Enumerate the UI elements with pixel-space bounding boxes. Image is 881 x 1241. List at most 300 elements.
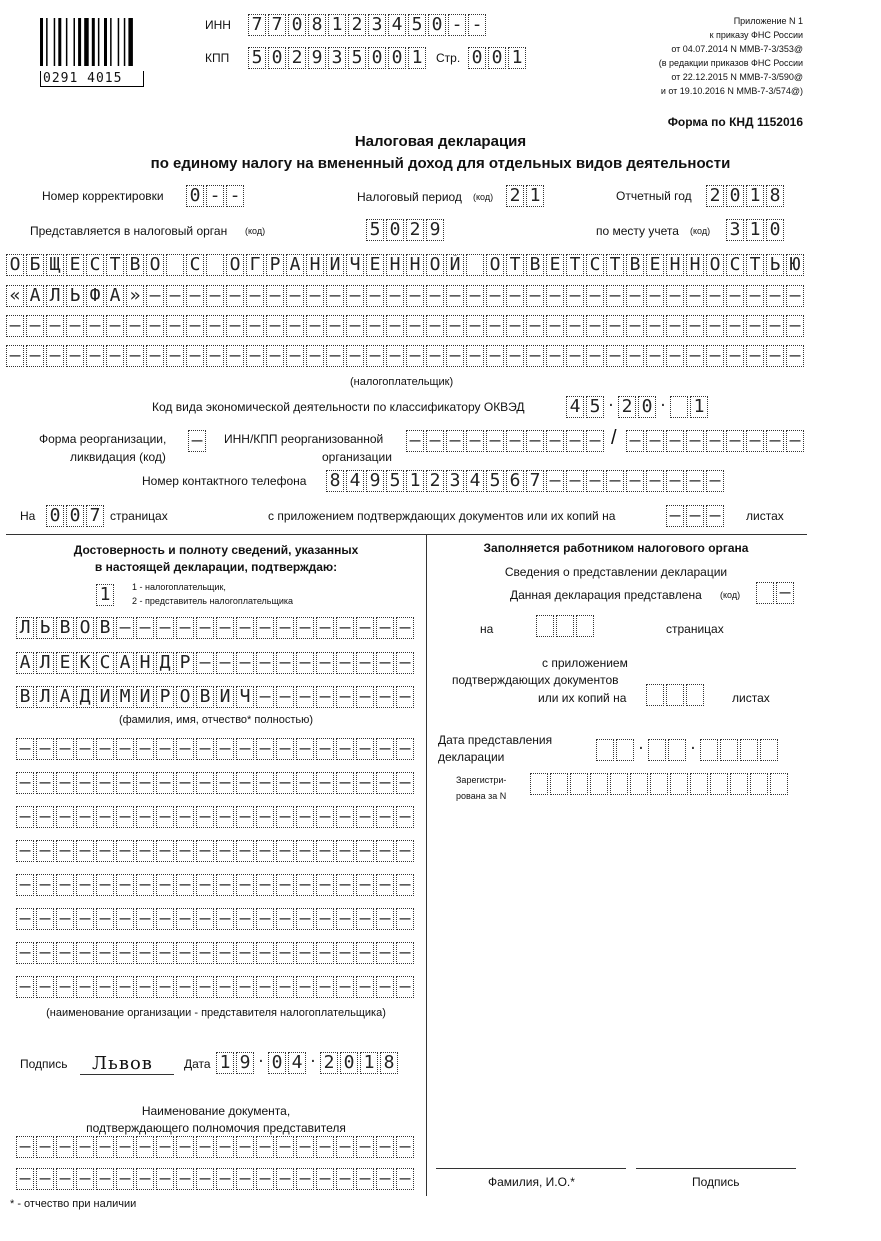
appendix-line: Приложение N 1 <box>733 16 803 26</box>
cell <box>668 739 686 761</box>
cell: – <box>156 908 174 930</box>
doc-label-1: Наименование документа, <box>141 1104 291 1118</box>
cell: – <box>396 1136 414 1158</box>
cell <box>166 254 184 276</box>
barcode-bar <box>58 18 61 66</box>
cell: – <box>136 1168 154 1190</box>
cell: – <box>296 686 314 708</box>
cell: И <box>96 686 114 708</box>
cell: 8 <box>326 470 344 492</box>
cell: Е <box>56 652 74 674</box>
cell: 5 <box>586 396 604 418</box>
cell: – <box>366 345 384 367</box>
registered-grid[interactable] <box>530 773 790 795</box>
cell: – <box>56 806 74 828</box>
cell: – <box>336 976 354 998</box>
cell: – <box>706 470 724 492</box>
place-code-label: (код) <box>690 226 711 236</box>
reorg-inn-grid[interactable] <box>406 430 606 452</box>
cell: В <box>526 254 544 276</box>
cell: С <box>586 254 604 276</box>
cell: – <box>116 617 134 639</box>
cell: 3 <box>446 470 464 492</box>
cell: – <box>586 285 604 307</box>
cell: – <box>96 1136 114 1158</box>
cell: – <box>786 285 804 307</box>
cell: – <box>246 345 264 367</box>
period-label: Налоговый период <box>357 190 462 204</box>
cell: – <box>666 315 684 337</box>
org-row-5[interactable] <box>16 874 416 896</box>
cell: – <box>188 430 206 452</box>
cell: 1 <box>406 470 424 492</box>
cell: – <box>256 738 274 760</box>
cell: – <box>376 738 394 760</box>
cell <box>610 773 628 795</box>
cell: – <box>306 285 324 307</box>
cell: – <box>386 285 404 307</box>
cell: – <box>56 840 74 862</box>
cell: – <box>256 840 274 862</box>
cell: – <box>56 772 74 794</box>
cell: – <box>336 738 354 760</box>
cell <box>648 739 666 761</box>
barcode-bar <box>104 18 107 66</box>
cell: – <box>116 772 134 794</box>
cell: – <box>296 1168 314 1190</box>
cell: – <box>376 806 394 828</box>
cell: – <box>46 345 64 367</box>
cell: – <box>606 345 624 367</box>
cell: – <box>706 505 724 527</box>
org-row-4[interactable] <box>16 840 416 862</box>
cell: – <box>316 652 334 674</box>
cell: – <box>746 315 764 337</box>
cell: – <box>286 315 304 337</box>
reorg-inn-label-2: организации <box>322 450 392 464</box>
cell <box>530 773 548 795</box>
office-sheets-grid[interactable] <box>646 684 706 706</box>
cell: – <box>206 315 224 337</box>
cell: О <box>176 686 194 708</box>
cell: 4 <box>288 1052 306 1074</box>
cell: – <box>236 908 254 930</box>
cell: – <box>376 652 394 674</box>
cell: – <box>296 976 314 998</box>
cell: 5 <box>366 219 384 241</box>
cell <box>206 254 224 276</box>
cell: – <box>276 1136 294 1158</box>
okved-label: Код вида экономической деятельности по классификатору ОКВЭД <box>152 400 525 414</box>
org-row-8[interactable] <box>16 976 416 998</box>
cell: 0 <box>340 1052 358 1074</box>
cell: – <box>276 908 294 930</box>
cell: – <box>786 315 804 337</box>
signer-option-1: 1 - налогоплательщик, <box>132 582 226 592</box>
cell <box>666 684 684 706</box>
cell: – <box>336 772 354 794</box>
confirm-heading-1: Достоверность и полноту сведений, указанных <box>73 543 359 557</box>
signer-code-grid[interactable] <box>96 584 116 606</box>
cell: Т <box>506 254 524 276</box>
cell: – <box>376 686 394 708</box>
cell: 2 <box>288 47 306 69</box>
cell: А <box>106 285 124 307</box>
cell: 2 <box>706 185 724 207</box>
cell <box>576 615 594 637</box>
cell: – <box>766 285 784 307</box>
cell: – <box>276 652 294 674</box>
office-date-label-2: декларации <box>438 750 505 764</box>
cell: А <box>286 254 304 276</box>
taxpayer-row-3[interactable] <box>6 315 806 337</box>
cell: – <box>376 1136 394 1158</box>
cell: – <box>196 874 214 896</box>
cell: – <box>56 738 74 760</box>
cell: – <box>156 806 174 828</box>
cell: – <box>6 315 24 337</box>
cell: – <box>256 772 274 794</box>
cell: – <box>176 840 194 862</box>
cell: – <box>276 976 294 998</box>
cell: – <box>236 617 254 639</box>
cell: Т <box>606 254 624 276</box>
appendix-line: от 04.07.2014 N ММВ-7-3/353@ <box>671 44 803 54</box>
cell: – <box>296 942 314 964</box>
cell: – <box>156 1136 174 1158</box>
okved-grid[interactable] <box>566 396 710 418</box>
cell: – <box>236 976 254 998</box>
cell: Е <box>66 254 84 276</box>
cell <box>550 773 568 795</box>
cell: 9 <box>426 219 444 241</box>
cell: – <box>626 285 644 307</box>
cell: Ю <box>786 254 804 276</box>
submitted-grid[interactable] <box>756 582 796 604</box>
cell: 0 <box>288 14 306 36</box>
barcode-bar <box>128 18 133 66</box>
cell: – <box>566 285 584 307</box>
kpp-grid[interactable] <box>248 47 428 69</box>
cell <box>590 773 608 795</box>
cell: – <box>566 315 584 337</box>
cell: – <box>326 285 344 307</box>
cell <box>616 739 634 761</box>
patronymic-grid[interactable] <box>16 686 416 708</box>
cell: – <box>16 976 34 998</box>
registered-label-2: рована за N <box>456 791 507 801</box>
inn-label: ИНН <box>205 18 231 32</box>
org-row-1[interactable] <box>16 738 416 760</box>
pages-prefix: На <box>20 509 36 523</box>
cell: – <box>136 617 154 639</box>
cell: – <box>216 840 234 862</box>
org-row-2[interactable] <box>16 772 416 794</box>
cell: – <box>396 806 414 828</box>
cell: – <box>216 738 234 760</box>
cell: – <box>146 315 164 337</box>
doc-row-2[interactable] <box>16 1168 416 1190</box>
phone-grid[interactable] <box>326 470 726 492</box>
cell: – <box>236 874 254 896</box>
cell: – <box>396 652 414 674</box>
cell: – <box>336 1136 354 1158</box>
cell: – <box>666 430 684 452</box>
cell: – <box>546 345 564 367</box>
submitted-label: Данная декларация представлена <box>510 588 702 602</box>
cell: Т <box>566 254 584 276</box>
cell: 0 <box>488 47 506 69</box>
cell: – <box>336 686 354 708</box>
cell: – <box>96 942 114 964</box>
cell: – <box>236 738 254 760</box>
page-grid[interactable] <box>468 47 528 69</box>
cell: – <box>116 840 134 862</box>
reorg-grid[interactable] <box>188 430 208 452</box>
cell: – <box>316 942 334 964</box>
cell: – <box>66 345 84 367</box>
barcode-bar <box>84 18 89 66</box>
cell: – <box>146 285 164 307</box>
cell: 1 <box>526 185 544 207</box>
cell: – <box>206 285 224 307</box>
doc-row-1[interactable] <box>16 1136 416 1158</box>
barcode-bar <box>110 18 112 66</box>
taxpayer-caption: (налогоплательщик) <box>350 376 454 388</box>
column-divider <box>426 534 427 1196</box>
cell: – <box>326 315 344 337</box>
signature-line[interactable] <box>80 1050 174 1075</box>
cell: – <box>396 738 414 760</box>
cell: – <box>16 942 34 964</box>
cell <box>770 773 788 795</box>
barcode-bar <box>92 18 95 66</box>
cell: – <box>196 652 214 674</box>
cell <box>750 773 768 795</box>
reorg-kpp-grid[interactable] <box>626 430 806 452</box>
cell: 1 <box>408 47 426 69</box>
cell: – <box>296 1136 314 1158</box>
cell: – <box>166 285 184 307</box>
cell: – <box>76 908 94 930</box>
cell: – <box>276 738 294 760</box>
cell: – <box>296 738 314 760</box>
authority-grid[interactable] <box>366 219 446 241</box>
office-pages-grid[interactable] <box>536 615 596 637</box>
period-grid[interactable] <box>506 185 546 207</box>
barcode-bar <box>124 18 126 66</box>
cell: – <box>646 285 664 307</box>
cell: – <box>66 315 84 337</box>
correction-label: Номер корректировки <box>42 189 164 203</box>
cell: 0 <box>428 14 446 36</box>
title-line1: Налоговая декларация <box>354 133 527 150</box>
cell: 6 <box>506 470 524 492</box>
cell: – <box>96 738 114 760</box>
cell: – <box>126 315 144 337</box>
cell: – <box>746 345 764 367</box>
cell: – <box>506 285 524 307</box>
cell: – <box>116 738 134 760</box>
cell: – <box>96 874 114 896</box>
org-row-3[interactable] <box>16 806 416 828</box>
cell: – <box>136 976 154 998</box>
org-row-7[interactable] <box>16 942 416 964</box>
cell <box>670 773 688 795</box>
cell: – <box>76 772 94 794</box>
cell <box>710 773 728 795</box>
cell: – <box>686 285 704 307</box>
cell: 1 <box>746 219 764 241</box>
cell: – <box>76 1168 94 1190</box>
cell: – <box>136 806 154 828</box>
cell: – <box>56 1136 74 1158</box>
cell: – <box>726 430 744 452</box>
cell: – <box>646 470 664 492</box>
cell: 0 <box>46 505 64 527</box>
cell: – <box>216 617 234 639</box>
cell: – <box>256 942 274 964</box>
separator-dot: · <box>308 1054 318 1070</box>
cell: – <box>426 430 444 452</box>
place-grid[interactable] <box>726 219 786 241</box>
cell: – <box>646 345 664 367</box>
cell: – <box>286 345 304 367</box>
cell: – <box>176 772 194 794</box>
year-label: Отчетный год <box>616 189 692 203</box>
taxpayer-row-4[interactable] <box>6 345 806 367</box>
cell: 1 <box>746 185 764 207</box>
cell: В <box>96 617 114 639</box>
cell: – <box>246 285 264 307</box>
cell: – <box>506 430 524 452</box>
cell: – <box>176 874 194 896</box>
cell: 2 <box>506 185 524 207</box>
cell: Н <box>136 652 154 674</box>
cell: – <box>446 315 464 337</box>
cell <box>730 773 748 795</box>
cell: – <box>106 315 124 337</box>
cell <box>690 773 708 795</box>
fio-line <box>436 1168 626 1169</box>
taxpayer-row-2[interactable] <box>6 285 806 307</box>
first-name-grid[interactable] <box>16 652 416 674</box>
cell: – <box>686 345 704 367</box>
cell: А <box>56 686 74 708</box>
cell: – <box>446 345 464 367</box>
org-row-6[interactable] <box>16 908 416 930</box>
cell: – <box>196 976 214 998</box>
cell: – <box>116 1168 134 1190</box>
cell: 0 <box>638 396 656 418</box>
cell: – <box>296 806 314 828</box>
cell: – <box>296 874 314 896</box>
cell <box>646 684 664 706</box>
cell: Н <box>406 254 424 276</box>
cell: О <box>226 254 244 276</box>
cell: – <box>386 345 404 367</box>
office-attach-3: или их копий на <box>538 691 627 705</box>
cell: – <box>26 345 44 367</box>
attach-grid[interactable] <box>666 505 726 527</box>
cell: – <box>216 772 234 794</box>
cell: – <box>706 285 724 307</box>
sign-line <box>636 1168 796 1169</box>
cell: – <box>16 1168 34 1190</box>
cell: 1 <box>360 1052 378 1074</box>
cell: Е <box>646 254 664 276</box>
date-grid[interactable] <box>216 1052 400 1074</box>
cell: Л <box>36 686 54 708</box>
cell: – <box>396 976 414 998</box>
cell: – <box>626 315 644 337</box>
cell: 2 <box>320 1052 338 1074</box>
cell: Г <box>246 254 264 276</box>
cell: – <box>426 285 444 307</box>
cell: 2 <box>406 219 424 241</box>
cell: – <box>236 1136 254 1158</box>
cell: И <box>136 686 154 708</box>
cell: 9 <box>236 1052 254 1074</box>
cell: – <box>176 908 194 930</box>
cell: – <box>746 285 764 307</box>
correction-grid[interactable] <box>186 185 246 207</box>
cell: – <box>216 976 234 998</box>
cell: – <box>276 874 294 896</box>
section-divider <box>6 534 807 535</box>
cell: – <box>176 976 194 998</box>
cell: – <box>706 315 724 337</box>
cell: - <box>206 185 224 207</box>
cell: – <box>56 874 74 896</box>
cell: О <box>426 254 444 276</box>
on-label: на <box>480 622 494 636</box>
cell: – <box>376 772 394 794</box>
taxpayer-row-1[interactable] <box>6 254 806 276</box>
cell: – <box>316 1168 334 1190</box>
surname-grid[interactable] <box>16 617 416 639</box>
cell: – <box>296 652 314 674</box>
cell: А <box>116 652 134 674</box>
office-date-grid[interactable] <box>596 739 780 761</box>
cell: – <box>116 874 134 896</box>
cell: – <box>176 617 194 639</box>
office-attach-1: с приложением <box>542 656 628 670</box>
cell: – <box>396 617 414 639</box>
cell: – <box>566 345 584 367</box>
cell: – <box>76 942 94 964</box>
cell: – <box>526 430 544 452</box>
cell: – <box>196 1168 214 1190</box>
cell: – <box>346 315 364 337</box>
cell: Щ <box>46 254 64 276</box>
cell: 5 <box>408 14 426 36</box>
cell: – <box>96 1168 114 1190</box>
cell: – <box>356 874 374 896</box>
cell: – <box>336 652 354 674</box>
cell: 4 <box>566 396 584 418</box>
slash-separator: / <box>611 427 617 449</box>
inn-grid[interactable] <box>248 14 488 36</box>
cell: – <box>786 345 804 367</box>
cell: – <box>726 345 744 367</box>
appendix-line: (в редакции приказов ФНС России <box>658 58 803 68</box>
year-grid[interactable] <box>706 185 786 207</box>
pages-grid[interactable] <box>46 505 106 527</box>
cell: Ь <box>766 254 784 276</box>
cell: – <box>316 617 334 639</box>
cell: – <box>216 874 234 896</box>
